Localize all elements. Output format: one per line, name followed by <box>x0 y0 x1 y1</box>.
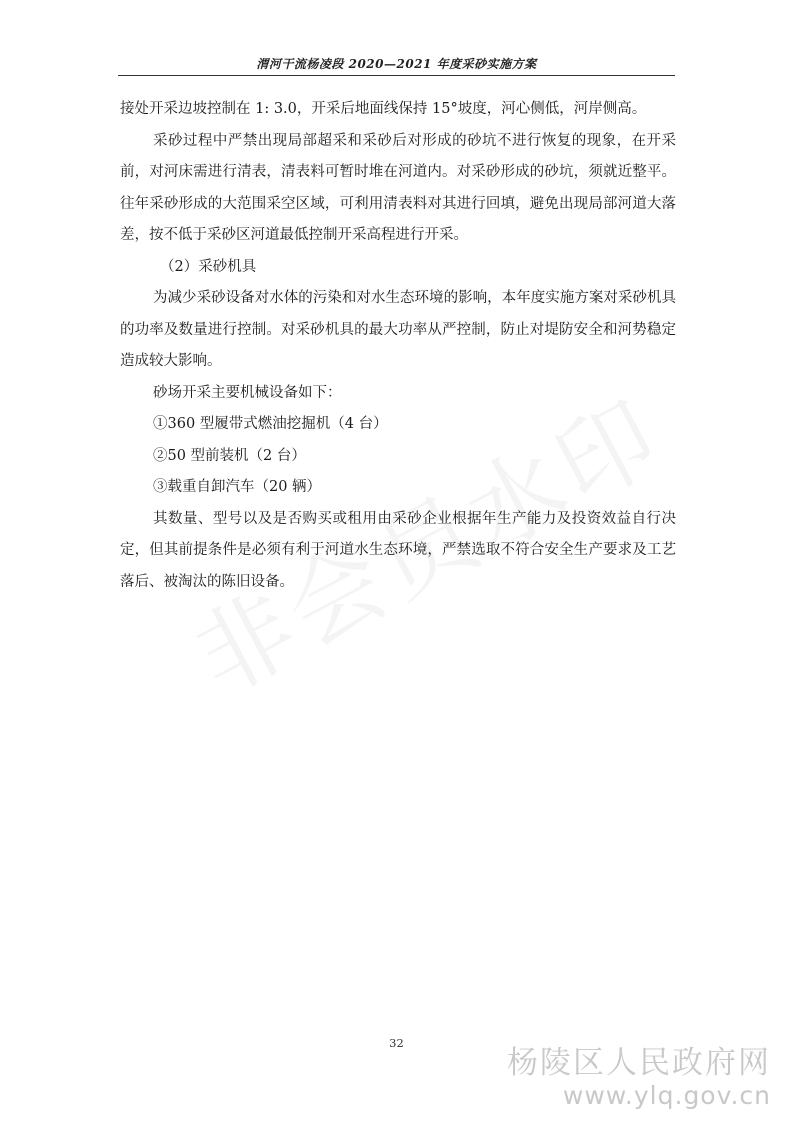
list-item-excavator: ①360 型履带式燃油挖掘机（4 台） <box>153 416 388 432</box>
paragraph-equipment-control: 为减少采砂设备对水体的污染和对水生态环境的影响，本年度实施方案对采砂机具的功率及数量进行控制。对采砂机具的最大功率从严控制，防止对堤防安全和河势稳定造成较大影响。 <box>120 290 676 369</box>
document-body <box>120 94 676 598</box>
site-logo-name: 杨陵区人民政府网 <box>507 1045 771 1081</box>
site-logo <box>507 1045 771 1111</box>
paragraph-equipment-decision: 其数量、型号以及是否购买或租用由采砂企业根据年生产能力及投资效益自行决定，但其前提条件是必须有利于河道水生态环境，严禁选取不符合安全生产要求及工艺落后、被淘汰的陈旧设备。 <box>120 510 676 590</box>
header-divider <box>118 75 675 76</box>
paragraph-equipment-intro: 砂场开采主要机械设备如下： <box>153 384 342 401</box>
paragraph-slope-control: 接处开采边坡控制在 1: 3.0，开采后地面线保持 15°坡度，河心侧低，河岸侧高。 <box>120 101 647 117</box>
page-number: 32 <box>389 1036 404 1050</box>
page-header-title: 渭河干流杨凌段 2020—2021 年度采砂实施方案 <box>256 57 537 71</box>
paragraph-mining-process: 采砂过程中严禁出现局部超采和采砂后对形成的砂坑不进行恢复的现象，在开采前，对河床需进行清表，清表料可暂时堆在河道内。对采砂形成的砂坑，须就近整平。往年采砂形成的大范围采空区域，可利用清表料对其进行回填，避免出现局部河道大落差，按不低于采砂区河道最低控制开采高程进行开采。 <box>120 132 676 243</box>
list-item-loader: ②50 型前装机（2 台） <box>153 447 306 464</box>
list-item-dump-truck: ③载重自卸汽车（20 辆） <box>153 479 322 495</box>
site-logo-url: www.ylq.gov.cn <box>562 1081 771 1110</box>
section-heading-equipment: （2）采砂机具 <box>160 258 257 275</box>
